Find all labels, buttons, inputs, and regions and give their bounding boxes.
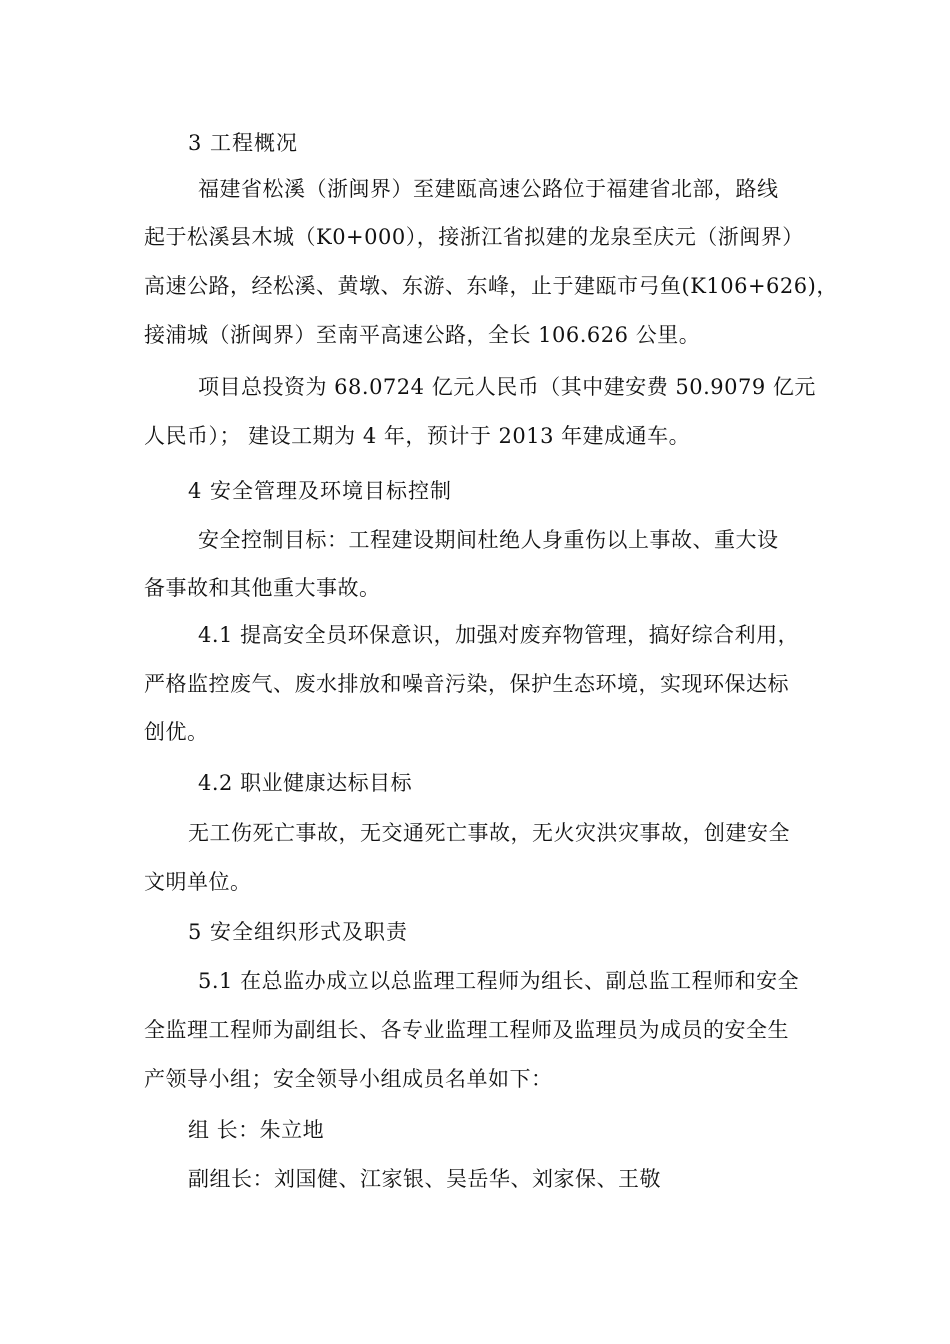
item-4-1-line-3: 创优。 [144, 720, 209, 744]
section-3-para-2-line-1: 项目总投资为 68.0724 亿元人民币（其中建安费 50.9079 亿元 [198, 375, 816, 399]
item-5-1-line-1: 5.1 在总监办成立以总监理工程师为组长、副总监工程师和安全 [198, 969, 800, 993]
section-5-heading: 5 安全组织形式及职责 [188, 920, 409, 944]
item-4-2-body-line-2: 文明单位。 [144, 870, 252, 894]
section-3-heading: 3 工程概况 [188, 131, 299, 155]
section-3-para-1-line-4: 接浦城（浙闽界）至南平高速公路，全长 106.626 公里。 [144, 323, 701, 347]
section-4-heading: 4 安全管理及环境目标控制 [188, 479, 453, 503]
item-4-1-line-2: 严格监控废气、废水排放和噪音污染，保护生态环境，实现环保达标 [144, 672, 789, 696]
section-3-para-2-line-2: 人民币）； 建设工期为 4 年，预计于 2013 年建成通车。 [144, 424, 691, 448]
section-3-para-1-line-3: 高速公路，经松溪、黄墩、东游、东峰，止于建瓯市弓鱼(K106+626)， [144, 274, 838, 298]
item-4-2-body-line-1: 无工伤死亡事故，无交通死亡事故，无火灾洪灾事故，创建安全 [188, 821, 790, 845]
section-3-para-1-line-2: 起于松溪县木城（K0+000），接浙江省拟建的龙泉至庆元（浙闽界） [144, 225, 804, 249]
item-5-1-line-2: 全监理工程师为副组长、各专业监理工程师及监理员为成员的安全生 [144, 1018, 789, 1042]
item-5-1-line-3: 产领导小组；安全领导小组成员名单如下： [144, 1067, 553, 1091]
deputy-leaders-line: 副组长：刘国健、江家银、吴岳华、刘家保、王敬 [188, 1167, 661, 1191]
section-4-para-1-line-2: 备事故和其他重大事故。 [144, 576, 381, 600]
group-leader-line: 组 长：朱立地 [188, 1118, 325, 1142]
section-4-para-1-line-1: 安全控制目标：工程建设期间杜绝人身重伤以上事故、重大设 [198, 528, 779, 552]
item-4-1-line-1: 4.1 提高安全员环保意识，加强对废弃物管理，搞好综合利用， [198, 623, 800, 647]
section-3-para-1-line-1: 福建省松溪（浙闽界）至建瓯高速公路位于福建省北部，路线 [198, 177, 779, 201]
item-4-2-heading: 4.2 职业健康达标目标 [198, 771, 413, 795]
